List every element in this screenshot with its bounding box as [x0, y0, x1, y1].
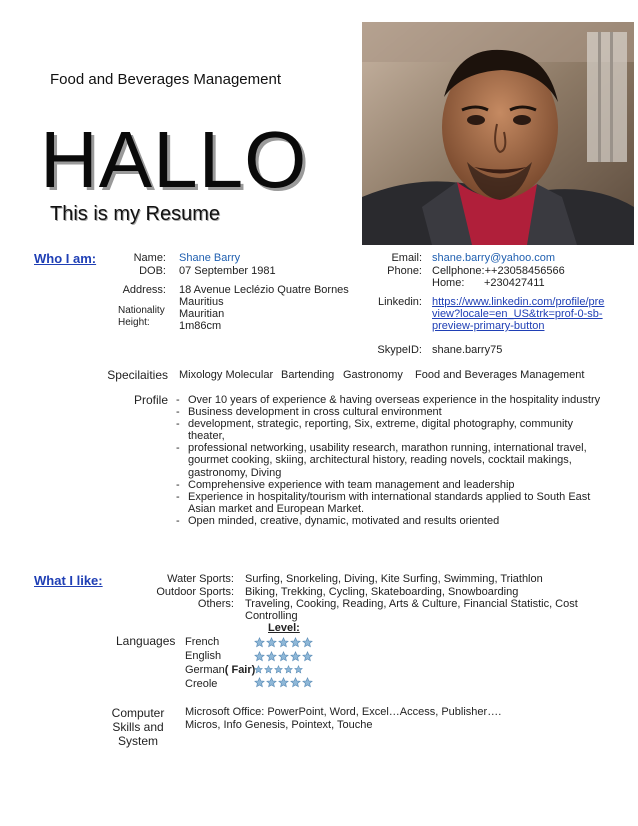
linkedin-link-line[interactable]: view?locale=en_US&trk=prof-0-sb-: [432, 308, 603, 320]
profile-item: - professional networking, usability research, marathon running, international travel, gourmet cooking, skiing, architectural history, reading novels, cocktail makings, gastronomy, Diving: [176, 442, 601, 478]
speciality-item: Bartending: [281, 369, 335, 381]
linkedin-link-line[interactable]: preview-primary-button: [432, 320, 545, 332]
profile-photo: [362, 22, 634, 245]
star-icon: [290, 651, 301, 662]
star-icon: [278, 651, 289, 662]
name-value: Shane Barry: [179, 252, 241, 264]
computer-skills-label: [108, 706, 168, 748]
profile-item: - development, strategic, reporting, Six, extreme, digital photography, community theater,: [176, 418, 601, 442]
profile-item: - Over 10 years of experience & having overseas experience in the hospitality industry: [176, 394, 601, 406]
phone-home-value: +230427411: [484, 277, 545, 289]
linkedin-link-line[interactable]: https://www.linkedin.com/profile/pre: [432, 296, 605, 308]
who-i-am-heading: Who I am:: [34, 251, 97, 266]
address-country: Mauritius: [179, 296, 224, 308]
star-icon: [266, 677, 277, 688]
resume-tagline: This is my Resume: [50, 203, 221, 225]
star-icon: [290, 637, 301, 648]
what-i-like-heading: What I like:: [34, 573, 103, 588]
profile-item: - Business development in cross cultural environment: [176, 406, 601, 418]
star-icon: [284, 665, 293, 674]
star-icon: [254, 637, 265, 648]
computer-label-line: Computer: [111, 706, 165, 720]
email-value[interactable]: shane.barry@yahoo.com: [432, 252, 556, 264]
dob-label: DOB:: [139, 265, 166, 277]
height-label: Height:: [118, 317, 150, 328]
star-icon: [294, 665, 303, 674]
address-label: Address:: [122, 284, 166, 296]
star-icon: [302, 651, 313, 662]
star-icon: [266, 651, 277, 662]
phone-cell-value: Cellphone:++23058456566: [432, 265, 565, 277]
nationality-label: Nationality: [118, 305, 165, 316]
profile-list: [176, 394, 601, 527]
water-sports-value: Surfing, Snorkeling, Diving, Kite Surfing, Swimming, Triathlon: [245, 573, 543, 585]
star-icon: [290, 677, 301, 688]
others-value: Traveling, Cooking, Reading, Arts & Culture, Financial Statistic, Cost: [245, 598, 578, 610]
language-level-note: ( Fair): [224, 664, 256, 676]
computer-label-line: System: [117, 734, 158, 748]
nationality-value: Mauritian: [179, 308, 225, 320]
speciality-item: Mixology Molecular: [179, 369, 274, 381]
language-rating: [254, 665, 303, 674]
language-name-text: German: [185, 664, 225, 676]
star-icon: [302, 677, 313, 688]
resume-subtitle: Food and Beverages Management: [50, 71, 281, 88]
speciality-item: Gastronomy: [343, 369, 403, 381]
height-value: 1m86cm: [179, 320, 222, 332]
star-icon: [302, 637, 313, 648]
star-icon: [264, 665, 273, 674]
outdoor-sports-value: Biking, Trekking, Cycling, Skateboarding, Snowboarding: [245, 586, 519, 598]
language-name: French: [185, 636, 220, 648]
outdoor-sports-label: Outdoor Sports:: [156, 586, 234, 598]
others-label: Others:: [197, 598, 234, 610]
specialities-label: Specilaities: [107, 368, 168, 382]
languages-label: Languages: [116, 634, 176, 648]
computer-skills-line: Micros, Info Genesis, Pointext, Touche: [185, 719, 373, 731]
language-rating: [254, 677, 313, 688]
address-value: 18 Avenue Leclézio Quatre Bornes: [179, 284, 349, 296]
phone-label: Phone:: [387, 265, 422, 277]
language-rating: [254, 637, 313, 648]
computer-skills-line: Microsoft Office: PowerPoint, Word, Excel…Access, Publisher….: [185, 706, 502, 718]
language-name: [185, 664, 255, 677]
star-icon: [266, 637, 277, 648]
profile-label: Profile: [133, 393, 168, 407]
star-icon: [254, 665, 263, 674]
level-heading: Level:: [268, 622, 300, 634]
language-name: Creole: [185, 678, 218, 690]
water-sports-label: Water Sports:: [167, 573, 234, 585]
star-icon: [254, 651, 265, 662]
hallo-title: HALLO: [40, 115, 308, 204]
star-icon: [278, 637, 289, 648]
star-icon: [274, 665, 283, 674]
profile-item: - Comprehensive experience with team management and leadership: [176, 479, 601, 491]
language-rating: [254, 651, 313, 662]
name-label: Name:: [133, 252, 166, 264]
others-value-cont: Controlling: [245, 610, 298, 622]
linkedin-label: Linkedin:: [377, 296, 422, 308]
star-icon: [278, 677, 289, 688]
dob-value: 07 September 1981: [179, 265, 276, 277]
star-icon: [254, 677, 265, 688]
skype-label: SkypeID:: [377, 344, 422, 356]
profile-item: - Experience in hospitality/tourism with international standards applied to South East Asian market and European Market.: [176, 491, 601, 515]
email-label: Email:: [391, 252, 422, 264]
language-name: English: [185, 650, 222, 662]
profile-item: - Open minded, creative, dynamic, motivated and results oriented: [176, 515, 601, 527]
skype-value: shane.barry75: [432, 344, 503, 356]
phone-home-label: Home:: [432, 277, 465, 289]
computer-label-line: Skills and: [112, 720, 164, 734]
speciality-item: Food and Beverages Management: [415, 369, 585, 381]
